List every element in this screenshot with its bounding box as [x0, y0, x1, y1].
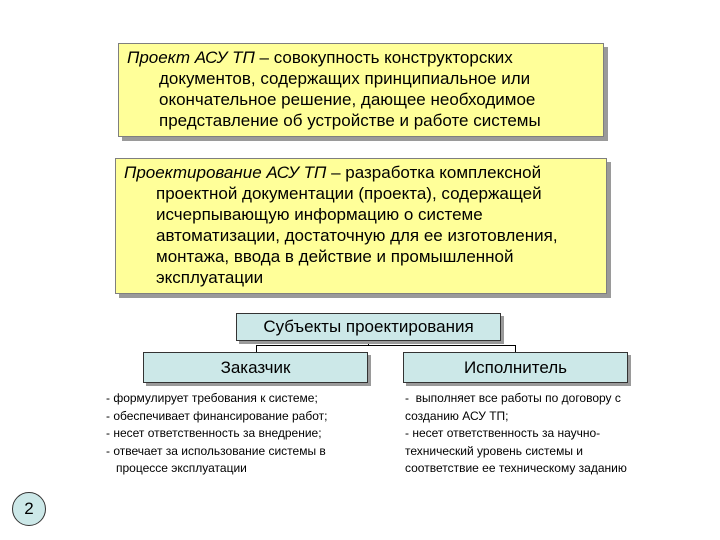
page-number-badge: 2 — [12, 492, 46, 526]
definition-text: окончательное решение, дающее необходимое — [159, 90, 536, 109]
customer-node: Заказчик — [143, 352, 368, 383]
definition-first-line — [124, 162, 598, 183]
executor-duties-list — [405, 390, 695, 478]
list-item: - несет ответственность за научно- — [405, 426, 601, 440]
list-item: технический уровень системы и — [405, 443, 584, 458]
list-item: - несет ответственность за внедрение; — [106, 426, 322, 440]
definition-term: Проектирование АСУ ТП — [124, 163, 327, 182]
list-item: процессе эксплуатации — [106, 461, 247, 475]
definition-term: Проект АСУ ТП — [127, 48, 255, 67]
definition-first-line — [127, 47, 595, 68]
list-item: - выполняет все работы по договору с — [405, 391, 621, 405]
definition-text: представление об устройстве и работе системы — [159, 111, 541, 130]
project-definition-box — [118, 43, 604, 137]
design-subjects-node: Субъекты проектирования — [236, 313, 501, 341]
connector-line — [256, 345, 257, 352]
list-item: - обеспечивает финансирование работ; — [106, 408, 328, 423]
definition-text: исчерпывающую информацию о системе — [156, 205, 483, 224]
list-item: - отвечает за использование системы в — [106, 443, 326, 458]
design-definition-box — [115, 158, 607, 294]
list-item: созданию АСУ ТП; — [405, 408, 509, 423]
definition-text: проектной документации (проекта), содержащей — [156, 184, 542, 203]
executor-node: Исполнитель — [403, 352, 628, 383]
connector-line — [256, 345, 516, 346]
customer-duties-list — [106, 390, 396, 478]
list-item: - формулирует требования к системе; — [106, 391, 318, 405]
definition-text: – совокупность конструкторских — [254, 48, 513, 67]
definition-text: эксплуатации — [156, 268, 264, 287]
connector-line — [515, 345, 516, 352]
list-item: соответствие ее техническому заданию — [405, 461, 627, 475]
definition-text: монтажа, ввода в действие и промышленной — [156, 247, 514, 266]
definition-text: документов, содержащих принципиальное или — [159, 69, 531, 88]
definition-text: автоматизации, достаточную для ее изготовления, — [156, 226, 558, 245]
definition-text: – разработка комплексной — [326, 163, 542, 182]
